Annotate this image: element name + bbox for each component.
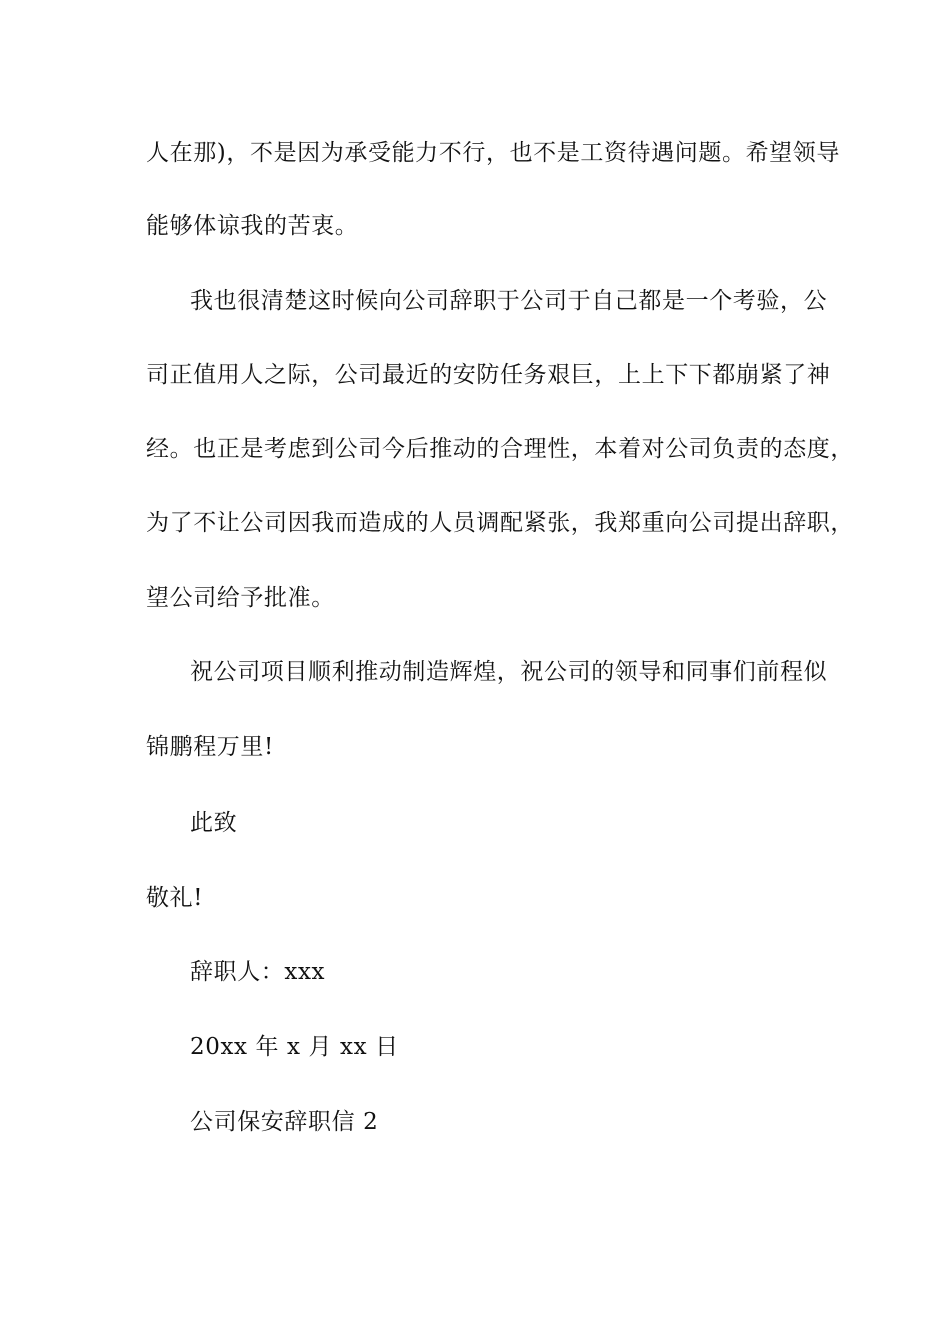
paragraph-line-3: 我也很清楚这时候向公司辞职于公司于自己都是一个考验，公 bbox=[190, 288, 828, 314]
closing-regards: 敬礼! bbox=[146, 885, 204, 911]
paragraph-line-7: 望公司给予批准。 bbox=[146, 585, 335, 611]
paragraph-line-9: 锦鹏程万里! bbox=[146, 734, 274, 760]
signature-line: 辞职人：xxx bbox=[190, 959, 326, 985]
closing-salutation: 此致 bbox=[190, 810, 238, 836]
date-line: 20xx 年 x 月 xx 日 bbox=[190, 1034, 399, 1060]
paragraph-line-4: 司正值用人之际，公司最近的安防任务艰巨，上上下下都崩紧了神 bbox=[146, 362, 831, 388]
paragraph-line-1: 人在那)，不是因为承受能力不行，也不是工资待遇问题。希望领导 bbox=[146, 140, 840, 166]
paragraph-line-2: 能够体谅我的苦衷。 bbox=[146, 213, 359, 239]
paragraph-line-5: 经。也正是考虑到公司今后推动的合理性，本着对公司负责的态度， bbox=[146, 436, 854, 462]
paragraph-line-8: 祝公司项目顺利推动制造辉煌，祝公司的领导和同事们前程似 bbox=[190, 659, 828, 685]
section-title: 公司保安辞职信 2 bbox=[190, 1109, 379, 1135]
paragraph-line-6: 为了不让公司因我而造成的人员调配紧张，我郑重向公司提出辞职， bbox=[146, 510, 854, 536]
